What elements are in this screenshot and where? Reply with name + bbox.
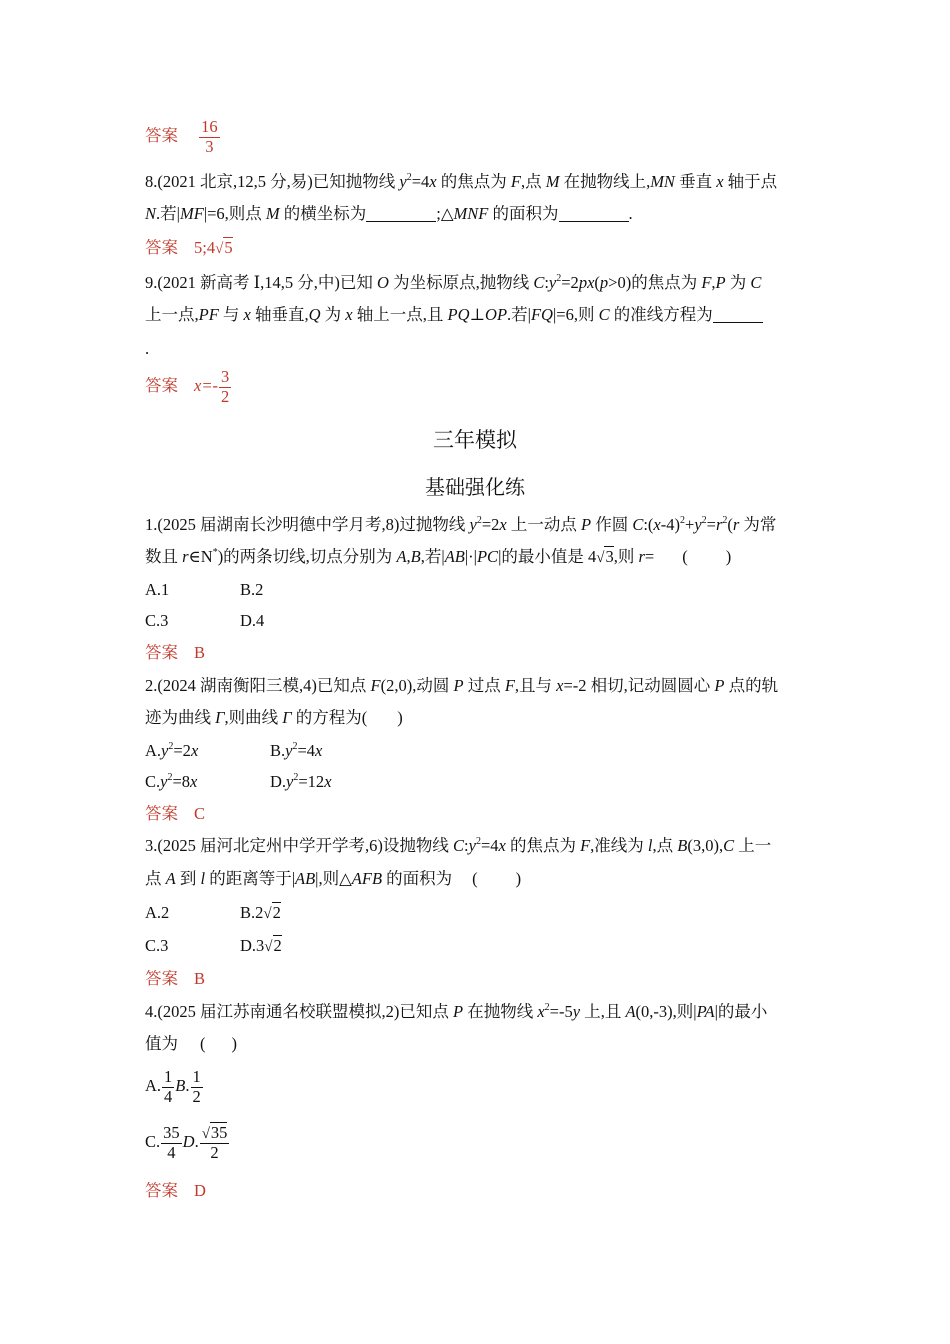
problem-4-options-cd bbox=[145, 1124, 230, 1163]
problem-3-options-cd bbox=[145, 935, 282, 958]
answer-p4: 答案 D bbox=[145, 1181, 206, 1200]
answer-p2: 答案 C bbox=[145, 804, 206, 823]
sqrt-symbol: √35 bbox=[201, 1123, 228, 1142]
subsection-title: 基础强化练 bbox=[425, 475, 525, 499]
problem-3-options-ab bbox=[145, 902, 281, 925]
sqrt-symbol: √2 bbox=[263, 903, 281, 922]
option-b[interactable]: B. $\frac{1}{2}$ bbox=[175, 1067, 201, 1106]
problem-3-line-2: 点 A 到 l 的距离等于|AB|,则△AFB 的面积为 ( ) bbox=[145, 869, 522, 888]
option-b[interactable]: B.2√2 bbox=[240, 903, 281, 922]
option-c[interactable]: $C.y^2=8x$ bbox=[145, 772, 198, 791]
problem-4-line-1: 4.(2025 届江苏南通名校联盟模拟,2)已知点 P 在抛物线 $x^2=-5y$ 上,且 A(0,-3),则|PA|的最小 bbox=[145, 1002, 768, 1021]
option-b[interactable]: $B.y^2=4x$ bbox=[270, 741, 323, 760]
problem-2-options-cd bbox=[145, 771, 332, 793]
option-c[interactable]: C. $\frac{35}{4}$ bbox=[145, 1123, 180, 1162]
problem-2-line-2: 迹为曲线 Γ,则曲线 Γ 的方程为( ) bbox=[145, 708, 403, 727]
answer-p1: 答案 B bbox=[145, 643, 206, 662]
answer-fraction: $\frac{16}{3}$ bbox=[201, 117, 218, 156]
sqrt-symbol: √2 bbox=[264, 936, 282, 955]
question-9-line-1: 9.(2021 新高考 Ⅰ,14,5 分,中)已知 O 为坐标原点,抛物线 $C:y^2=2px(p>0)$的焦点为 F,P 为 C bbox=[145, 273, 762, 292]
option-d[interactable]: D.4 bbox=[240, 611, 265, 630]
option-a[interactable]: A.1 bbox=[145, 580, 170, 599]
problem-3-line-1: 3.(2025 届河北定州中学开学考,6)设抛物线 $C:y^2=4x$ 的焦点为 F,准线为 l,点 B(3,0),C 上一 bbox=[145, 836, 772, 855]
problem-2-line-1: 2.(2024 湖南衡阳三模,4)已知点 F(2,0),动圆 P 过点 F,且与 x=-2 相切,记动圆圆心 P 点的轨 bbox=[145, 676, 779, 695]
problem-4-line-2: 值为 ( ) bbox=[145, 1034, 237, 1053]
answer-blank bbox=[559, 205, 629, 222]
question-9-line-2: 上一点,PF 与 x 轴垂直,Q 为 x 轴上一点,且 PQ⊥OP.若|FQ|=6,则 C 的准线方程为 bbox=[145, 304, 763, 326]
answer-9: 答案 x=- $\frac{3}{2}$ bbox=[145, 367, 230, 406]
answer-blank bbox=[713, 306, 763, 323]
section-title: 三年模拟 bbox=[433, 428, 517, 452]
problem-1-options-cd bbox=[145, 610, 264, 632]
answer-7 bbox=[145, 118, 221, 156]
problem-4-options-ab bbox=[145, 1068, 204, 1106]
option-b[interactable]: B.2 bbox=[240, 580, 264, 599]
sqrt-symbol: √5 bbox=[215, 238, 233, 257]
option-a[interactable]: A.2 bbox=[145, 903, 170, 922]
problem-2-options-ab bbox=[145, 740, 322, 762]
question-9-line-3: . bbox=[145, 339, 150, 358]
sqrt-symbol: √3 bbox=[596, 547, 614, 566]
problem-1-options-ab bbox=[145, 579, 263, 601]
option-c[interactable]: C.3 bbox=[145, 611, 169, 630]
answer-8: 答案 5;4√5 bbox=[145, 237, 233, 260]
answer-blank bbox=[366, 205, 436, 222]
problem-1-line-2: 数且 r∈N*)的两条切线,切点分别为 A,B,若|AB|·|PC|的最小值是 4√3,则 r= ( ) bbox=[145, 546, 731, 569]
option-c[interactable]: C.3 bbox=[145, 936, 169, 955]
answer-fraction: $\frac{3}{2}$ bbox=[220, 367, 230, 406]
answer-label: 答案 bbox=[145, 125, 178, 145]
option-a[interactable]: $A.y^2=2x$ bbox=[145, 741, 199, 760]
option-d[interactable]: $D.y^2=12x$ bbox=[270, 772, 332, 791]
option-d[interactable]: D.3√2 bbox=[240, 936, 282, 955]
option-a[interactable]: A. $\frac{1}{4}$ bbox=[145, 1067, 173, 1106]
problem-1-line-1: 1.(2025 届湖南长沙明德中学月考,8)过抛物线 $y^2=2x$ 上一动点 P 作圆 $C:(x-4)^2+y^2=r^2(r$ 为常 bbox=[145, 515, 777, 534]
option-d[interactable]: D. $\frac{√35}{2}$ bbox=[182, 1123, 228, 1162]
answer-p3: 答案 B bbox=[145, 969, 206, 988]
question-8-line-1: 8.(2021 北京,12,5 分,易)已知抛物线 $y^2=4x$ 的焦点为 F,点 M 在抛物线上,MN 垂直 x 轴于点 bbox=[145, 172, 778, 191]
question-8-line-2: N.若|MF|=6,则点 M 的横坐标为 ;△MNF 的面积为 . bbox=[145, 204, 633, 223]
